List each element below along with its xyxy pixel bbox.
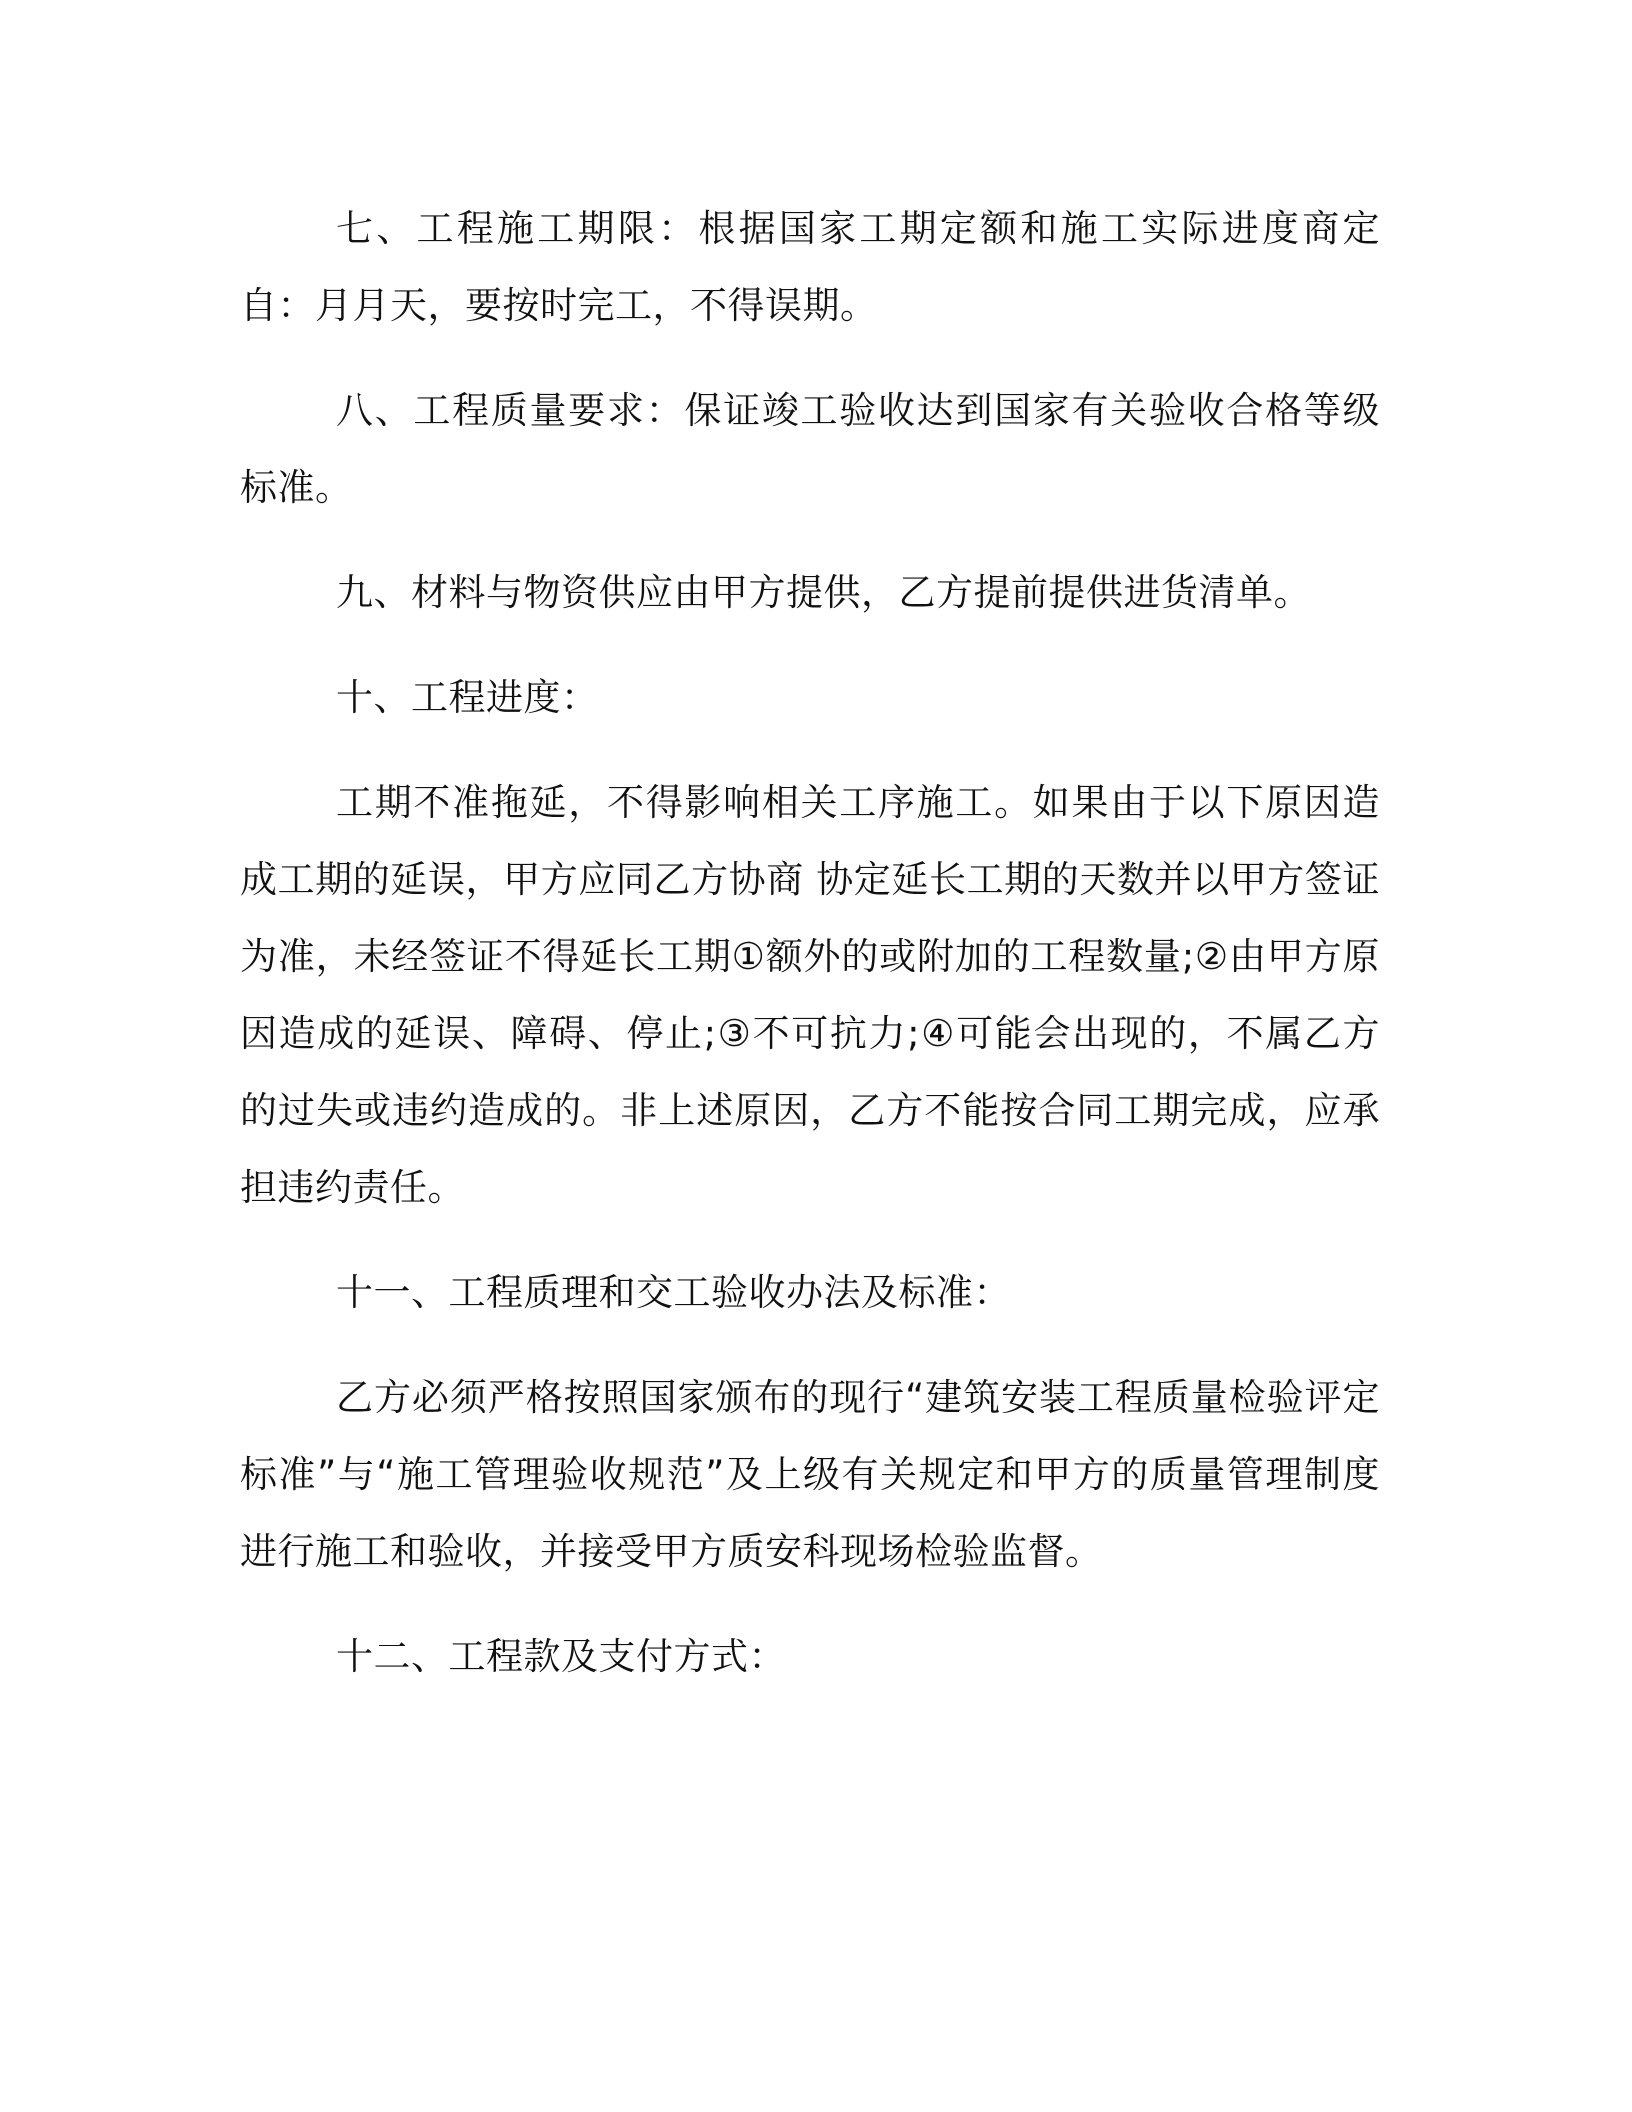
- paragraph-material-supply: 九、材料与物资供应由甲方提供，乙方提前提供进货清单。: [336, 571, 1311, 614]
- section-heading-payment: 十二、工程款及支付方式：: [336, 1635, 786, 1678]
- paragraph-construction-period: 七、工程施工期限：根据国家工期定额和施工实际进度商定自：月月天，要按时完工，不得误期。: [240, 207, 1380, 327]
- section-heading-progress: 十、工程进度：: [336, 676, 599, 719]
- paragraph-quality-requirements: 八、工程质量要求：保证竣工验收达到国家有关验收合格等级标准。: [240, 389, 1380, 509]
- paragraph-progress-details: 工期不准拖延，不得影响相关工序施工。如果由于以下原因造成工期的延误，甲方应同乙方协商 协定延长工期的天数并以甲方签证为准，未经签证不得延长工期①额外的或附加的工程数量;②由甲方原因造成的延误、障碍、停止;③不可抗力;④可能会出现的，不属乙方的过失或违约造成的。非上述原因，乙方不能按合同工期完成，应承担违约责任。: [240, 781, 1380, 1209]
- document-body: [240, 190, 1380, 1695]
- paragraph-acceptance-standards: 乙方必须严格按照国家颁布的现行“建筑安装工程质量检验评定标准”与“施工管理验收规范”及上级有关规定和甲方的质量管理制度进行施工和验收，并接受甲方质安科现场检验监督。: [240, 1376, 1380, 1573]
- section-heading-acceptance: 十一、工程质理和交工验收办法及标准：: [336, 1271, 1011, 1314]
